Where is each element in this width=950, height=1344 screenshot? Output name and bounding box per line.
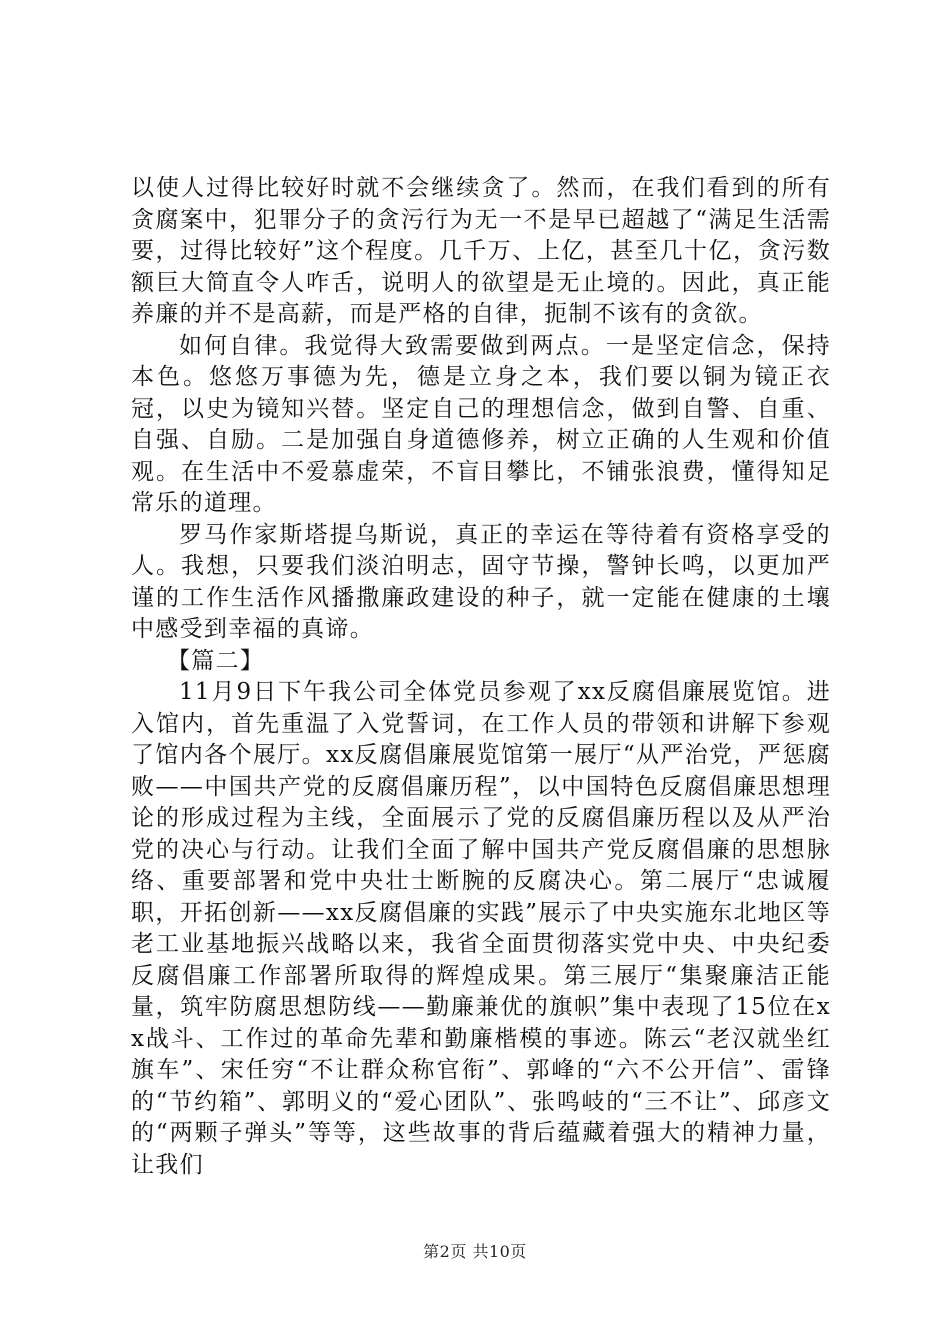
page-footer: 第2页 共10页 <box>423 1242 527 1261</box>
paragraph-self-discipline: 如何自律。我觉得大致需要做到两点。一是坚定信念，保持本色。悠悠万事德为先，德是立身之本，我们要以铜为镜正衣冠，以史为镜知兴替。坚定自己的理想信念，做到自警、自重、自强、自励。二是加强自身道德修养，树立正确的人生观和价值观。在生活中不爱慕虚荣，不盲目攀比，不铺张浪费，懂得知足常乐的道理。 <box>131 332 831 516</box>
paragraph-exhibition-visit: 11月9日下午我公司全体党员参观了xx反腐倡廉展览馆。进入馆内，首先重温了入党誓词，在工作人员的带领和讲解下参观了馆内各个展厅。xx反腐倡廉展览馆第一展厅“从严治党，严惩腐败——中国共产党的反腐倡廉历程”，以中国特色反腐倡廉思想理论的形成过程为主线，全面展示了党的反腐倡廉历程以及从严治党的决心与行动。让我们全面了解中国共产党反腐倡廉的思想脉络、重要部署和党中央壮士断腕的反腐决心。第二展厅“忠诚履职，开拓创新——xx反腐倡廉的实践”展示了中央实施东北地区等老工业基地振兴战略以来，我省全面贯彻落实党中央、中央纪委反腐倡廉工作部署所取得的辉煌成果。第三展厅“集聚廉洁正能量，筑牢防腐思想防线——勤廉兼优的旗帜”集中表现了15位在xx战斗、工作过的革命先辈和勤廉楷模的事迹。陈云“老汉就坐红旗车”、宋任穷“不让群众称官衔”、郭峰的“六不公开信”、雷锋的“节约箱”、郭明义的“爱心团队”、张鸣岐的“三不让”、邱彦文的“两颗子弹头”等等，这些故事的背后蕴藏着强大的精神力量，让我们 <box>131 679 831 1178</box>
document-body <box>131 173 831 1181</box>
paragraph-happiness: 罗马作家斯塔提乌斯说，真正的幸运在等待着有资格享受的人。我想，只要我们淡泊明志，固守节操，警钟长鸣，以更加严谨的工作生活作风播撒廉政建设的种子，就一定能在健康的土壤中感受到幸福的真谛。 <box>131 521 831 642</box>
section-heading: 【篇二】 <box>167 647 265 674</box>
paragraph-continuation: 以使人过得比较好时就不会继续贪了。然而，在我们看到的所有贪腐案中，犯罪分子的贪污行为无一不是早已超越了“满足生活需要，过得比较好”这个程度。几千万、上亿，甚至几十亿，贪污数额巨大简直令人咋舌，说明人的欲望是无止境的。因此，真正能养廉的并不是高薪，而是严格的自律，扼制不该有的贪欲。 <box>131 175 831 327</box>
